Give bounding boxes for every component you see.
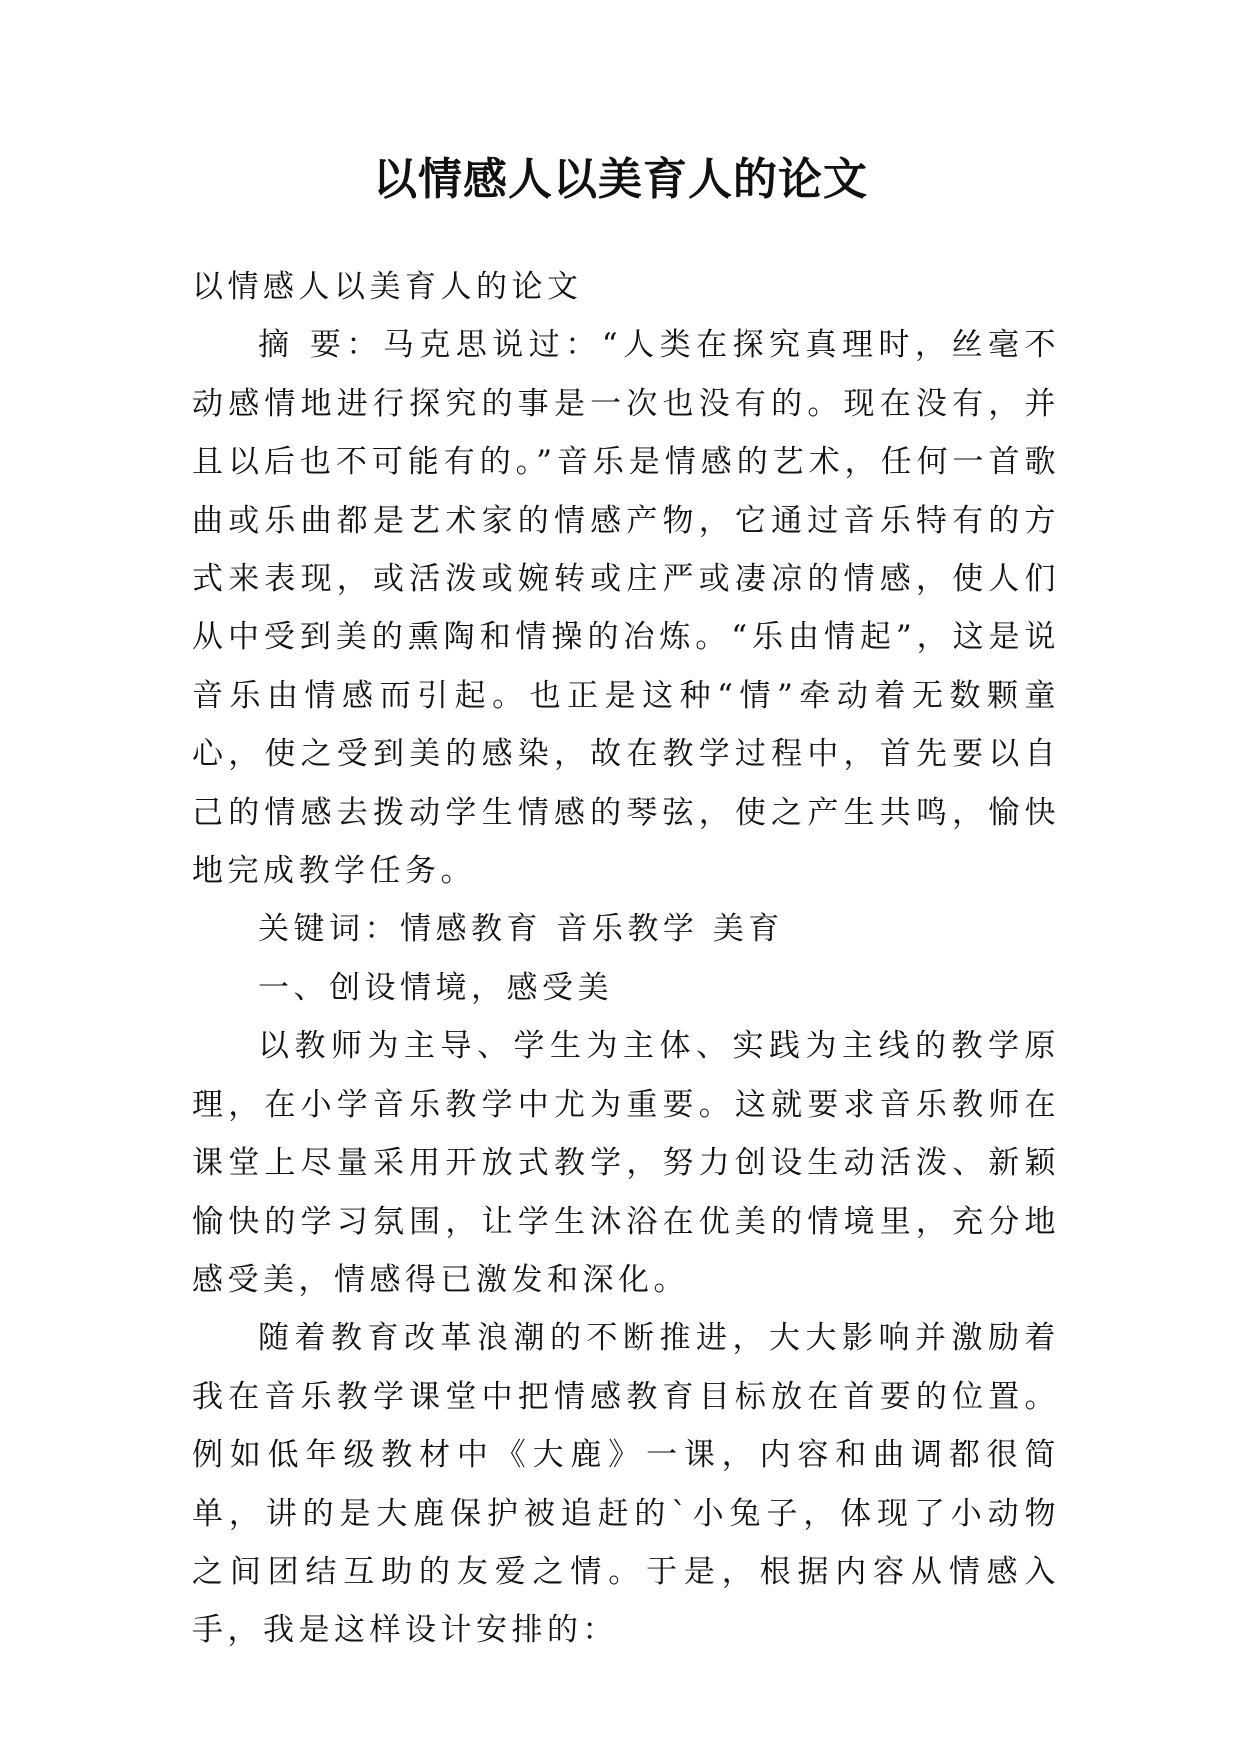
body-paragraph: 以教师为主导、学生为主体、实践为主线的教学原理，在小学音乐教学中尤为重要。这就要求音乐教师在课堂上尽量采用开放式教学，努力创设生动活泼、新颖愉快的学习氛围，让学生沐浴在优美的情境里，充分地感受美，情感得已激发和深化。 bbox=[192, 1028, 1060, 1298]
abstract-paragraph: 摘 要：马克思说过：“人类在探究真理时，丝毫不动感情地进行探究的事是一次也没有的。现在没有，并且以后也不可能有的。”音乐是情感的艺术，任何一首歌曲或乐曲都是艺术家的情感产物，它通过音乐特有的方式来表现，或活泼或婉转或庄严或凄凉的情感，使人们从中受到美的熏陶和情操的冶炼。“乐由情起”，这是说音乐由情感而引起。也正是这种“情”牵动着无数颗童心，使之受到美的感染，故在教学过程中，首先要以自己的情感去拨动学生情感的琴弦，使之产生共鸣，愉快地完成教学任务。 bbox=[192, 327, 1060, 890]
keywords-line: 关键词：情感教育 音乐教学 美育 bbox=[258, 911, 784, 948]
document-body bbox=[192, 258, 1060, 1660]
section-heading: 一、创设情境，感受美 bbox=[258, 969, 613, 1006]
document-subtitle: 以情感人以美育人的论文 bbox=[192, 269, 583, 305]
document-title: 以情感人以美育人的论文 bbox=[373, 154, 868, 205]
body-paragraph: 随着教育改革浪潮的不断推进，大大影响并激励着我在音乐教学课堂中把情感教育目标放在首要的位置。例如低年级教材中《大鹿》一课，内容和曲调都很简单，讲的是大鹿保护被追赶的`小兔子，体现了小动物之间团结互助的友爱之情。于是，根据内容从情感入手，我是这样设计安排的： bbox=[192, 1320, 1060, 1649]
